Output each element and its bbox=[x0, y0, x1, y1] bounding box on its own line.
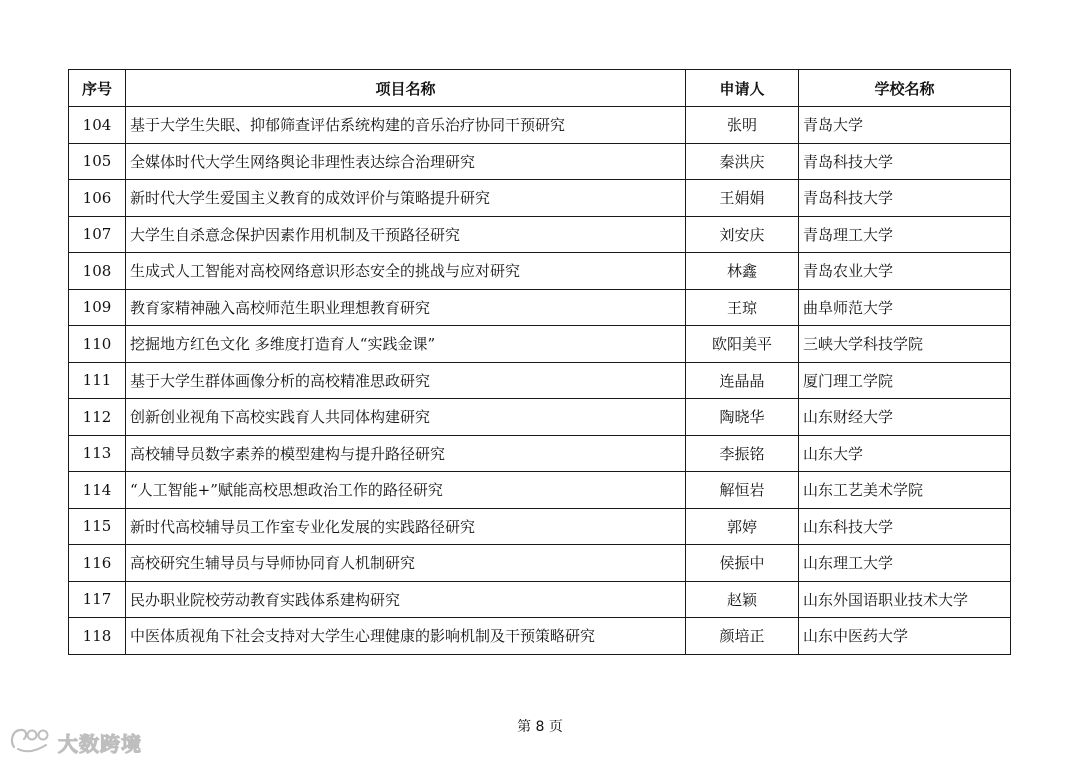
cell-title: 中医体质视角下社会支持对大学生心理健康的影响机制及干预策略研究 bbox=[126, 618, 686, 655]
table-row bbox=[69, 399, 1011, 436]
cell-school: 曲阜师范大学 bbox=[799, 289, 1011, 326]
cell-title: 民办职业院校劳动教育实践体系建构研究 bbox=[126, 581, 686, 618]
cell-title: 创新创业视角下高校实践育人共同体构建研究 bbox=[126, 399, 686, 436]
cell-school: 山东大学 bbox=[799, 435, 1011, 472]
header-school: 学校名称 bbox=[799, 70, 1011, 107]
watermark-text: 大数跨境 bbox=[58, 731, 142, 756]
cell-applicant: 秦洪庆 bbox=[686, 143, 799, 180]
cell-school: 青岛大学 bbox=[799, 107, 1011, 144]
header-applicant: 申请人 bbox=[686, 70, 799, 107]
brand-logo-icon bbox=[8, 725, 52, 759]
cell-applicant: 解恒岩 bbox=[686, 472, 799, 509]
table-row bbox=[69, 289, 1011, 326]
cell-no: 107 bbox=[69, 216, 126, 253]
cell-applicant: 赵颖 bbox=[686, 581, 799, 618]
cell-applicant: 王琼 bbox=[686, 289, 799, 326]
cell-applicant: 连晶晶 bbox=[686, 362, 799, 399]
table-row bbox=[69, 362, 1011, 399]
cell-school: 青岛理工大学 bbox=[799, 216, 1011, 253]
cell-school: 三峡大学科技学院 bbox=[799, 326, 1011, 363]
cell-no: 111 bbox=[69, 362, 126, 399]
cell-applicant: 张明 bbox=[686, 107, 799, 144]
cell-no: 104 bbox=[69, 107, 126, 144]
cell-title: 全媒体时代大学生网络舆论非理性表达综合治理研究 bbox=[126, 143, 686, 180]
cell-no: 115 bbox=[69, 508, 126, 545]
cell-title: 高校研究生辅导员与导师协同育人机制研究 bbox=[126, 545, 686, 582]
cell-school: 山东科技大学 bbox=[799, 508, 1011, 545]
cell-school: 厦门理工学院 bbox=[799, 362, 1011, 399]
cell-school: 青岛农业大学 bbox=[799, 253, 1011, 290]
cell-no: 117 bbox=[69, 581, 126, 618]
table-row bbox=[69, 545, 1011, 582]
cell-applicant: 刘安庆 bbox=[686, 216, 799, 253]
project-list-table bbox=[68, 69, 1011, 655]
table-row bbox=[69, 143, 1011, 180]
cell-applicant: 颜培正 bbox=[686, 618, 799, 655]
cell-no: 118 bbox=[69, 618, 126, 655]
cell-applicant: 李振铭 bbox=[686, 435, 799, 472]
cell-title: 挖掘地方红色文化 多维度打造育人“实践金课” bbox=[126, 326, 686, 363]
table-header-row bbox=[69, 70, 1011, 107]
cell-title: 大学生自杀意念保护因素作用机制及干预路径研究 bbox=[126, 216, 686, 253]
cell-no: 110 bbox=[69, 326, 126, 363]
watermark bbox=[8, 726, 142, 758]
cell-title: 高校辅导员数字素养的模型建构与提升路径研究 bbox=[126, 435, 686, 472]
cell-title: 教育家精神融入高校师范生职业理想教育研究 bbox=[126, 289, 686, 326]
cell-school: 山东中医药大学 bbox=[799, 618, 1011, 655]
header-no: 序号 bbox=[69, 70, 126, 107]
cell-applicant: 郭婷 bbox=[686, 508, 799, 545]
cell-applicant: 侯振中 bbox=[686, 545, 799, 582]
table-row bbox=[69, 180, 1011, 217]
cell-school: 山东财经大学 bbox=[799, 399, 1011, 436]
page-number: 第 8 页 bbox=[517, 719, 563, 735]
cell-no: 116 bbox=[69, 545, 126, 582]
cell-title: 新时代大学生爱国主义教育的成效评价与策略提升研究 bbox=[126, 180, 686, 217]
table-row bbox=[69, 216, 1011, 253]
cell-no: 105 bbox=[69, 143, 126, 180]
table-body bbox=[69, 107, 1011, 655]
cell-title: 基于大学生失眠、抑郁筛查评估系统构建的音乐治疗协同干预研究 bbox=[126, 107, 686, 144]
cell-school: 青岛科技大学 bbox=[799, 180, 1011, 217]
cell-title: “人工智能+”赋能高校思想政治工作的路径研究 bbox=[126, 472, 686, 509]
table-row bbox=[69, 508, 1011, 545]
cell-school: 山东工艺美术学院 bbox=[799, 472, 1011, 509]
cell-no: 106 bbox=[69, 180, 126, 217]
cell-no: 112 bbox=[69, 399, 126, 436]
cell-title: 生成式人工智能对高校网络意识形态安全的挑战与应对研究 bbox=[126, 253, 686, 290]
table-row bbox=[69, 253, 1011, 290]
table-row bbox=[69, 581, 1011, 618]
table-row bbox=[69, 326, 1011, 363]
cell-applicant: 王娟娟 bbox=[686, 180, 799, 217]
table-row bbox=[69, 107, 1011, 144]
cell-applicant: 欧阳美平 bbox=[686, 326, 799, 363]
cell-title: 新时代高校辅导员工作室专业化发展的实践路径研究 bbox=[126, 508, 686, 545]
table-row bbox=[69, 435, 1011, 472]
cell-applicant: 林鑫 bbox=[686, 253, 799, 290]
cell-school: 山东理工大学 bbox=[799, 545, 1011, 582]
cell-school: 山东外国语职业技术大学 bbox=[799, 581, 1011, 618]
cell-no: 114 bbox=[69, 472, 126, 509]
cell-no: 108 bbox=[69, 253, 126, 290]
cell-school: 青岛科技大学 bbox=[799, 143, 1011, 180]
table-row bbox=[69, 618, 1011, 655]
cell-title: 基于大学生群体画像分析的高校精准思政研究 bbox=[126, 362, 686, 399]
cell-applicant: 陶晓华 bbox=[686, 399, 799, 436]
cell-no: 113 bbox=[69, 435, 126, 472]
table-row bbox=[69, 472, 1011, 509]
cell-no: 109 bbox=[69, 289, 126, 326]
header-title: 项目名称 bbox=[126, 70, 686, 107]
